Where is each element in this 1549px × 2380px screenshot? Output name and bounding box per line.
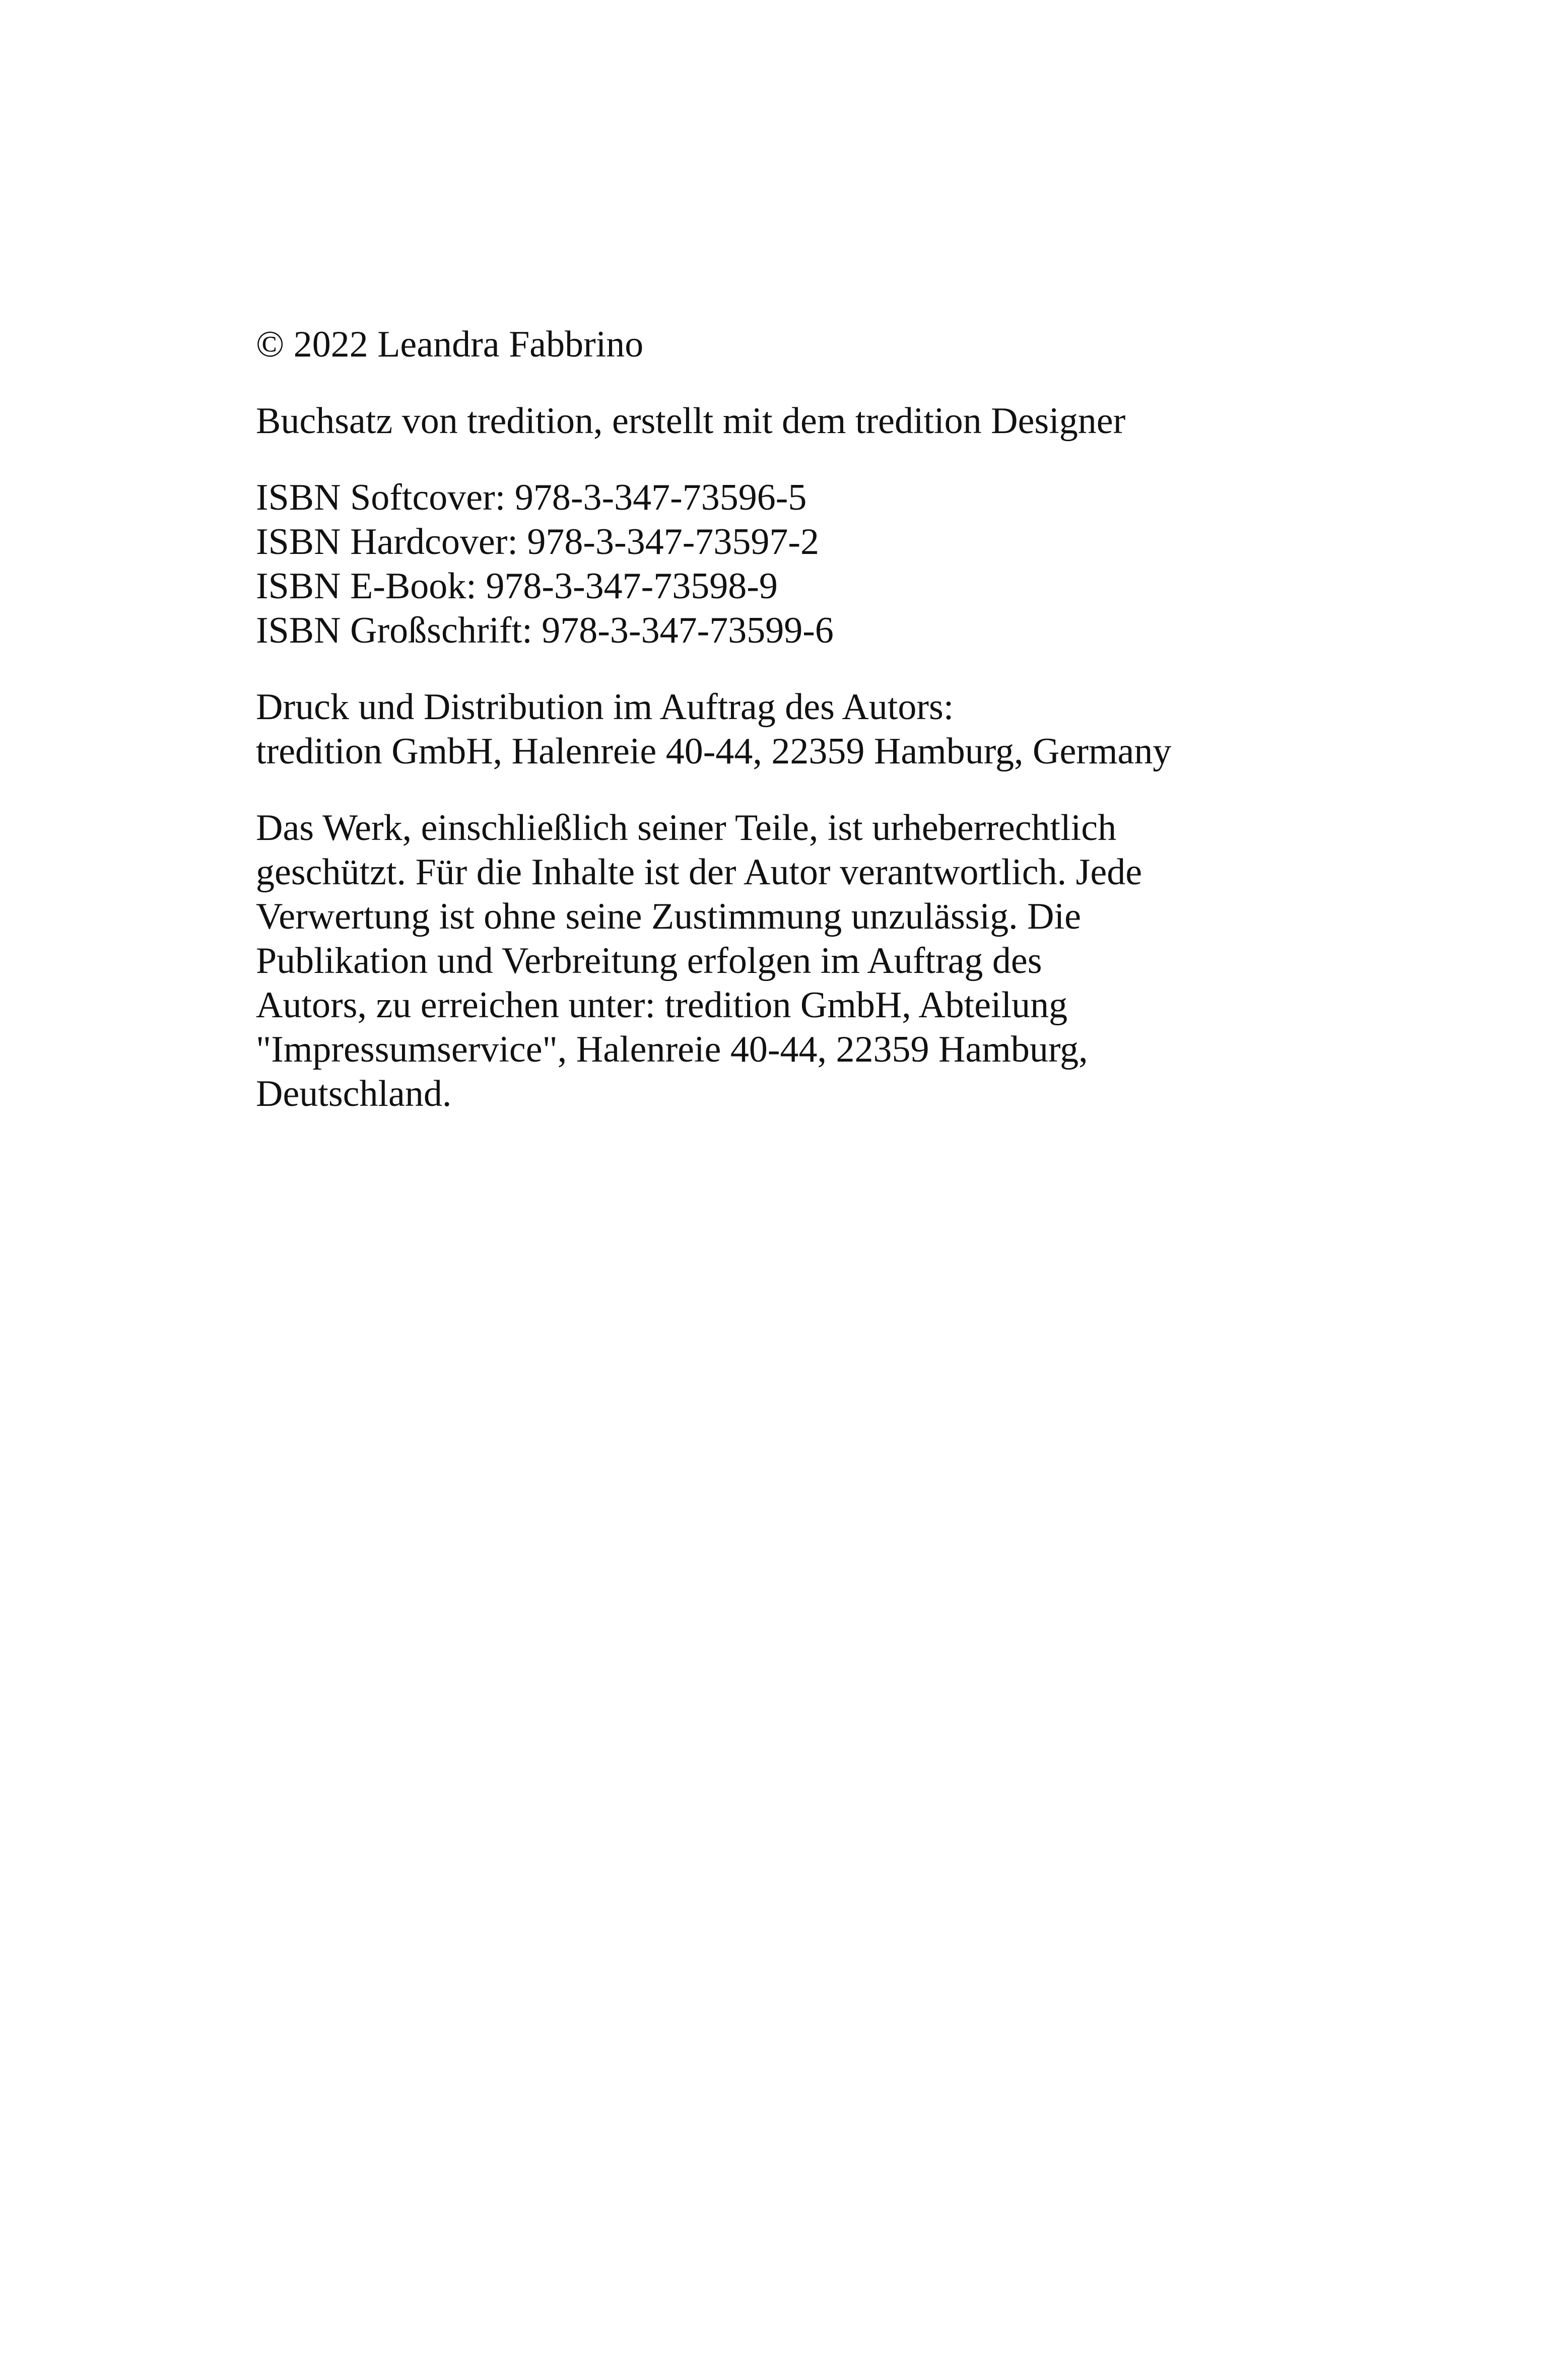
typesetting-block	[256, 399, 1289, 443]
legal-line-7: Deutschland.	[256, 1073, 452, 1114]
typesetting-line: Buchsatz von tredition, erstellt mit dem tredition Designer	[256, 400, 1126, 442]
copyright-block	[256, 322, 1289, 367]
distribution-line-1: Druck und Distribution im Auftrag des Autors:	[256, 686, 954, 728]
distribution-block	[256, 685, 1289, 774]
isbn-hardcover: ISBN Hardcover: 978-3-347-73597-2	[256, 521, 819, 563]
copyright-line: © 2022 Leandra Fabbrino	[256, 324, 644, 365]
legal-line-3: Verwertung ist ohne seine Zustimmung unzulässig. Die	[256, 896, 1082, 937]
imprint-text	[256, 322, 1289, 1148]
distribution-line-2: tredition GmbH, Halenreie 40-44, 22359 Hamburg, Germany	[256, 731, 1172, 772]
isbn-ebook: ISBN E-Book: 978-3-347-73598-9	[256, 566, 778, 607]
isbn-block	[256, 475, 1289, 653]
legal-line-4: Publikation und Verbreitung erfolgen im Auftrag des	[256, 940, 1042, 982]
legal-line-6: "Impressumservice", Halenreie 40-44, 22359 Hamburg,	[256, 1029, 1088, 1070]
isbn-large-print: ISBN Großschrift: 978-3-347-73599-6	[256, 610, 834, 651]
legal-line-5: Autors, zu erreichen unter: tredition GmbH, Abteilung	[256, 985, 1068, 1026]
legal-line-1: Das Werk, einschließlich seiner Teile, ist urheberrechtlich	[256, 807, 1117, 849]
isbn-softcover: ISBN Softcover: 978-3-347-73596-5	[256, 477, 807, 518]
legal-line-2: geschützt. Für die Inhalte ist der Autor verantwortlich. Jede	[256, 852, 1142, 893]
legal-notice-block	[256, 806, 1289, 1116]
